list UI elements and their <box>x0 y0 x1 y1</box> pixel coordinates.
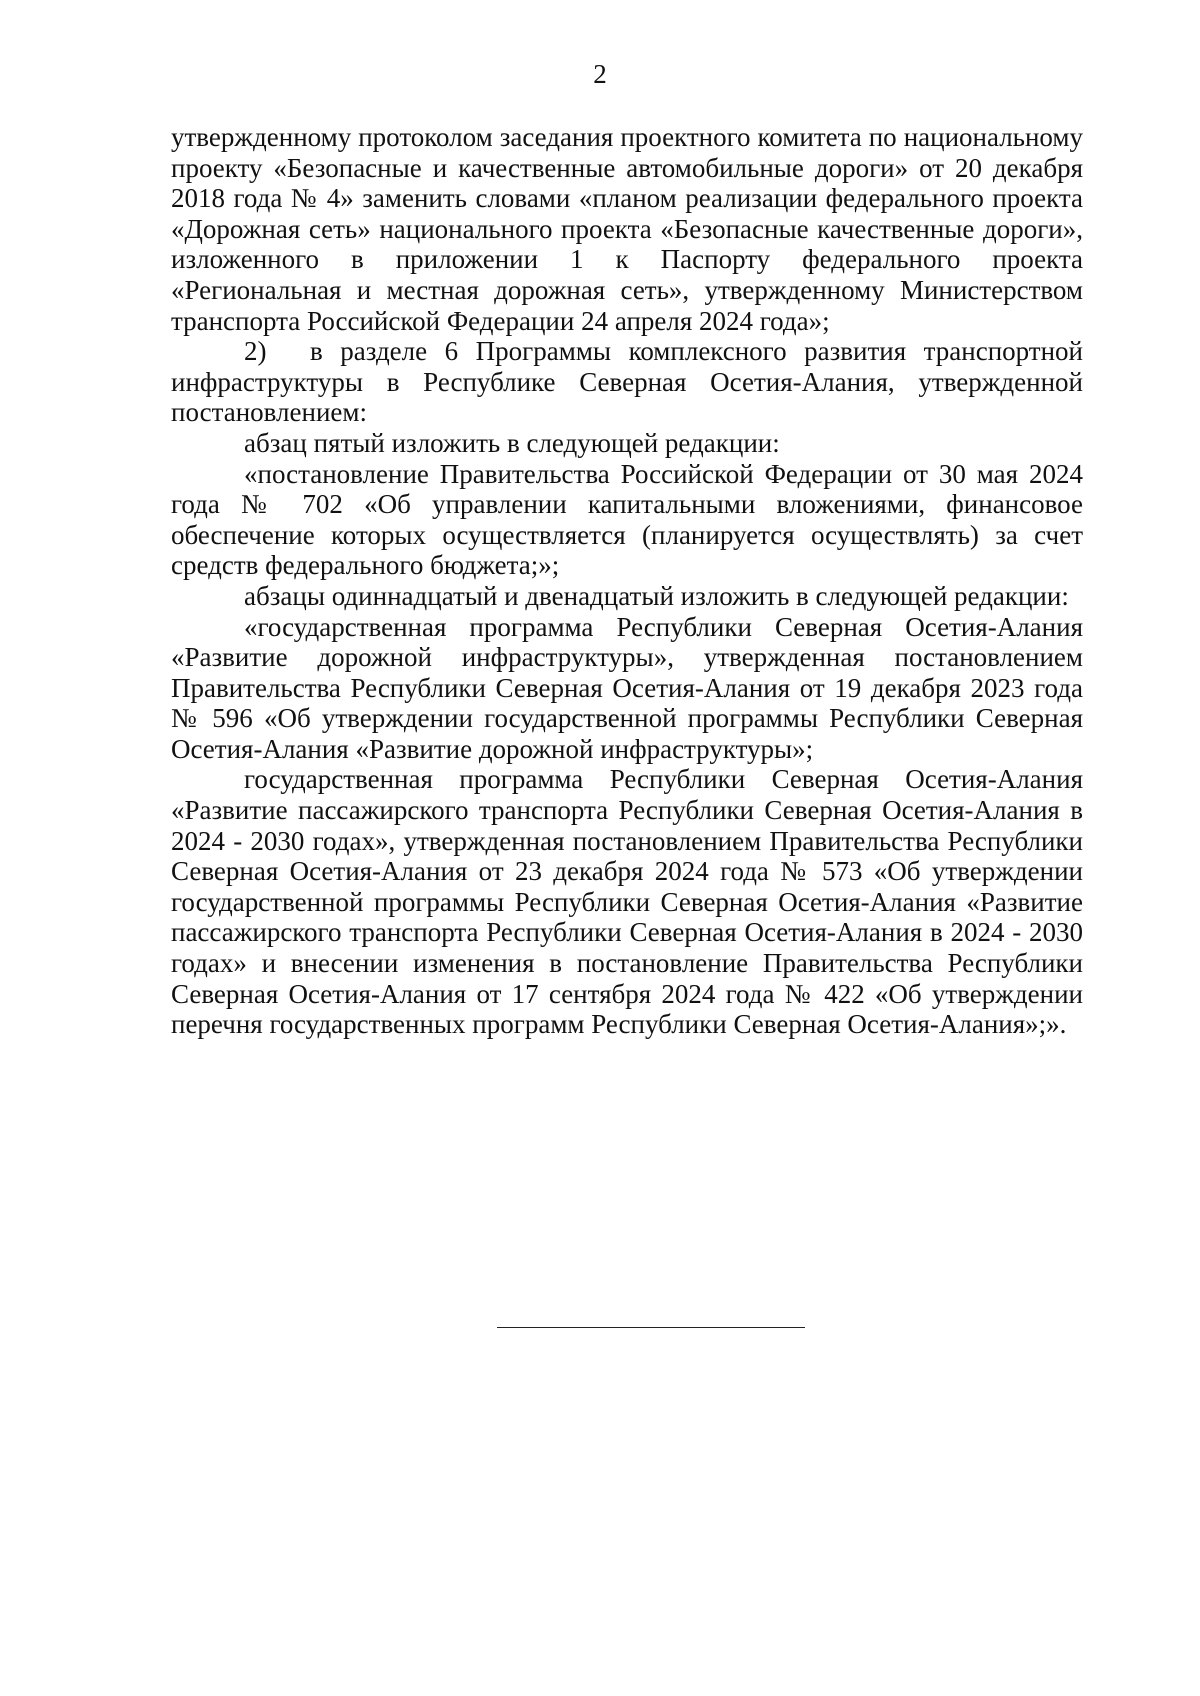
item-text: в разделе 6 Программы комплексного развития транспортной инфраструктуры в Республике Северная Осетия-Алания, утвержденной постановлением: <box>171 336 1083 428</box>
paragraph-instruction: абзацы одиннадцатый и двенадцатый изложить в следующей редакции: <box>244 580 1069 611</box>
paragraph-item-2 <box>171 336 1083 428</box>
paragraph-quote: «государственная программа Республики Северная Осетия-Алания «Развитие дорожной инфраструктуры», утвержденная постановлением Правительства Республики Северная Осетия-Алания от 19 декабря 2023 года № 596 «Об утверждении государственной программы Республики Северная Осетия-Алания «Развитие дорожной инфраструктуры»; <box>171 611 1083 764</box>
paragraph-quote: «постановление Правительства Российской Федерации от 30 мая 2024 года № 702 «Об управлении капитальными вложениями, финансовое обеспечение которых осуществляется (планируется осуществлять) за счет средств федерального бюджета;»; <box>171 458 1083 581</box>
paragraph-quote: государственная программа Республики Северная Осетия-Алания «Развитие пассажирского транспорта Республики Северная Осетия-Алания в 2024 - 2030 годах», утвержденная постановлением Правительства Республики Северная Осетия-Алания от 23 декабря 2024 года № 573 «Об утверждении государственной программы Республики Северная Осетия-Алания «Развитие пассажирского транспорта Республики Северная Осетия-Алания в 2024 - 2030 годах» и внесении изменения в постановление Правительства Республики Северная Осетия-Алания от 17 сентября 2024 года № 422 «Об утверждении перечня государственных программ Республики Северная Осетия-Алания»;». <box>171 764 1083 1040</box>
page-number: 2 <box>593 59 607 89</box>
paragraph-instruction: абзац пятый изложить в следующей редакции: <box>244 427 780 458</box>
document-body <box>171 122 1083 1040</box>
item-number: 2) <box>244 336 267 367</box>
closing-divider <box>497 1327 805 1328</box>
paragraph-continuation: утвержденному протоколом заседания проектного комитета по национальному проекту «Безопасные и качественные автомобильные дороги» от 20 декабря 2018 года № 4» заменить словами «планом реализации федерального проекта «Дорожная сеть» национального проекта «Безопасные качественные дороги», изложенного в приложении 1 к Паспорту федерального проекта «Региональная и местная дорожная сеть», утвержденному Министерством транспорта Российской Федерации 24 апреля 2024 года»; <box>171 122 1083 336</box>
